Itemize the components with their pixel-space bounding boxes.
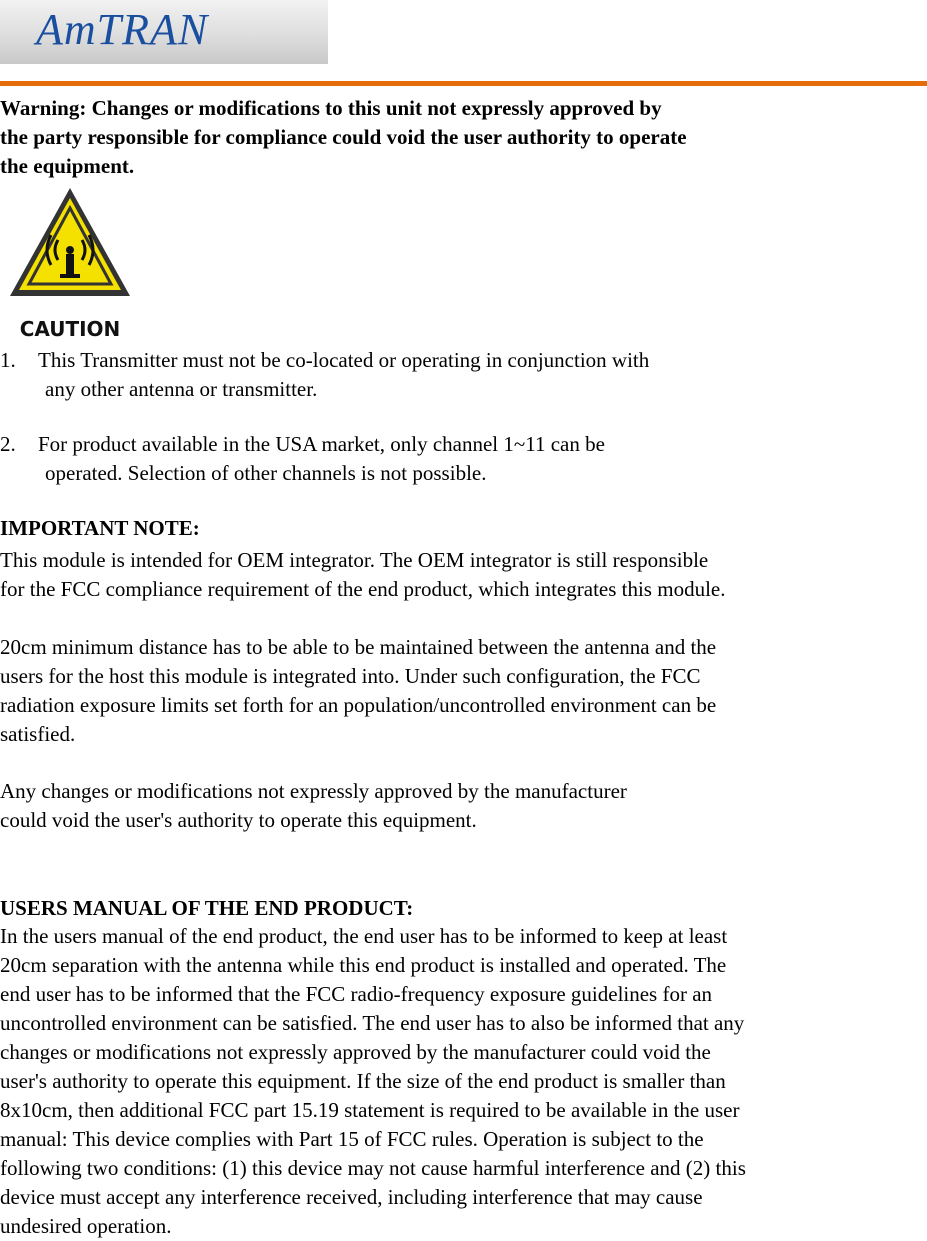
paragraph-line: uncontrolled environment can be satisfied. The end user has to also be informed that any	[0, 1011, 745, 1035]
paragraph-line: users for the host this module is integrated into. Under such configuration, the FCC	[0, 664, 701, 688]
paragraph-line: 8x10cm, then additional FCC part 15.19 statement is required to be available in the user	[0, 1098, 740, 1122]
important-paragraph-1	[0, 546, 927, 604]
logo-text: AmTRAN	[36, 5, 209, 54]
item-text: any other antenna or transmitter.	[45, 377, 318, 401]
warning-line: the equipment.	[0, 154, 135, 178]
warning-text	[0, 94, 927, 181]
paragraph-line: satisfied.	[0, 722, 76, 746]
paragraph-line: This module is intended for OEM integrator. The OEM integrator is still responsible	[0, 548, 709, 572]
users-manual-paragraph	[0, 922, 927, 1241]
paragraph-line: 20cm separation with the antenna while this end product is installed and operated. The	[0, 953, 727, 977]
paragraph-line: In the users manual of the end product, the end user has to be informed to keep at least	[0, 924, 728, 948]
item-text: This Transmitter must not be co-located or operating in conjunction with	[38, 348, 650, 372]
paragraph-line: radiation exposure limits set forth for an population/uncontrolled environment can be	[0, 693, 717, 717]
paragraph-line: user's authority to operate this equipment. If the size of the end product is smaller than	[0, 1069, 726, 1093]
item-number: 2.	[0, 432, 16, 456]
item-text: For product available in the USA market, only channel 1~11 can be	[38, 432, 605, 456]
caution-label: CAUTION	[19, 317, 121, 341]
important-note-heading: IMPORTANT NOTE:	[0, 516, 200, 540]
warning-line: the party responsible for compliance could void the user authority to operate	[0, 125, 687, 149]
paragraph-line: undesired operation.	[0, 1214, 172, 1238]
paragraph-line: 20cm minimum distance has to be able to be maintained between the antenna and the	[0, 635, 717, 659]
paragraph-line: end user has to be informed that the FCC radio-frequency exposure guidelines for an	[0, 982, 713, 1006]
users-manual-heading: USERS MANUAL OF THE END PRODUCT:	[0, 896, 414, 920]
list-item	[0, 346, 649, 404]
warning-line: Warning: Changes or modifications to this unit not expressly approved by	[0, 96, 662, 120]
header-divider	[0, 81, 927, 86]
paragraph-line: following two conditions: (1) this device may not cause harmful interference and (2) this	[0, 1156, 746, 1180]
important-paragraph-2	[0, 633, 927, 749]
paragraph-line: manual: This device complies with Part 15 of FCC rules. Operation is subject to the	[0, 1127, 704, 1151]
rf-radiation-warning-icon	[8, 184, 134, 342]
paragraph-line: changes or modifications not expressly approved by the manufacturer could void the	[0, 1040, 711, 1064]
paragraph-line: Any changes or modifications not expressly approved by the manufacturer	[0, 779, 627, 803]
important-paragraph-3	[0, 777, 927, 835]
paragraph-line: device must accept any interference received, including interference that may cause	[0, 1185, 703, 1209]
list-item	[0, 430, 605, 488]
item-text: operated. Selection of other channels is not possible.	[45, 461, 487, 485]
amtran-logo	[0, 0, 328, 64]
paragraph-line: for the FCC compliance requirement of the end product, which integrates this module.	[0, 577, 726, 601]
item-number: 1.	[0, 348, 16, 372]
paragraph-line: could void the user's authority to operate this equipment.	[0, 808, 477, 832]
caution-sign	[8, 184, 134, 342]
